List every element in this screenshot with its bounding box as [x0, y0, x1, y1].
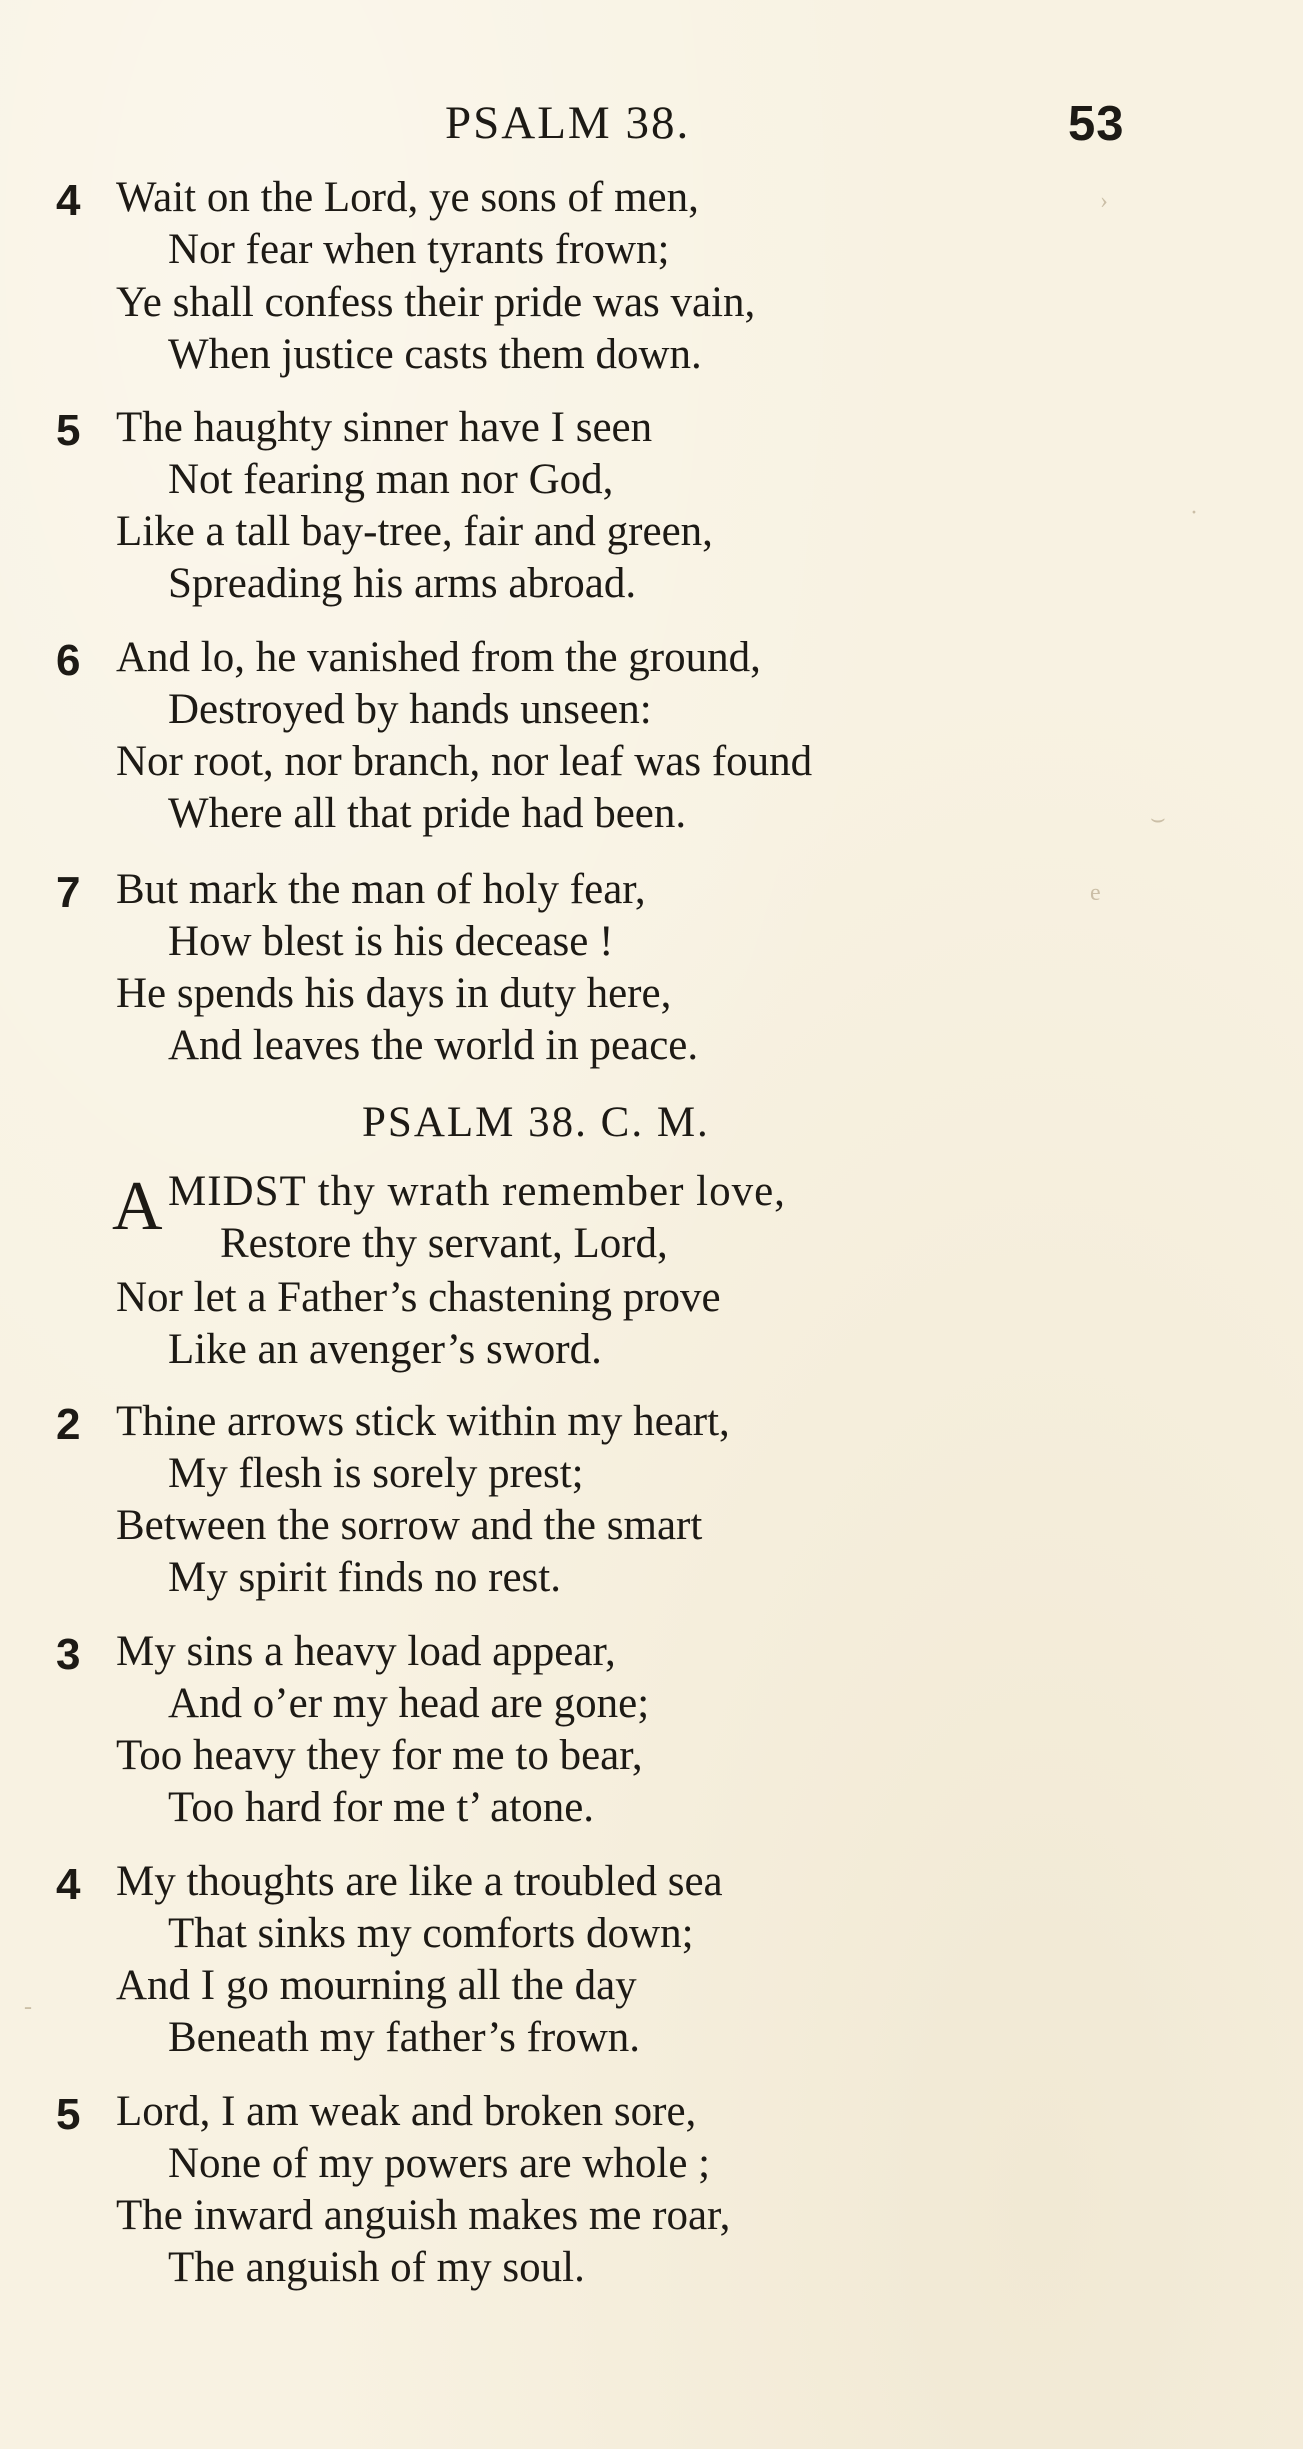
stanza-line: My thoughts are like a troubled sea [116, 1858, 723, 1905]
stanza-line: My sins a heavy load appear, [116, 1628, 616, 1675]
stanza-line: Beneath my father’s frown. [168, 2014, 641, 2061]
drop-cap-letter: A [112, 1168, 163, 1245]
stanza-line: The anguish of my soul. [168, 2244, 585, 2291]
stanza-line: Too heavy they for me to bear, [116, 1732, 643, 1779]
stanza-line: MIDST thy wrath remember love, [168, 1168, 786, 1215]
stanza-line: Destroyed by hands unseen: [168, 686, 652, 733]
stanza-line: Spreading his arms abroad. [168, 560, 637, 607]
stanza-number: 4 [56, 176, 81, 225]
print-speck: e [1090, 880, 1101, 906]
stanza-line: And leaves the world in peace. [168, 1022, 699, 1069]
print-speck: ⌣ [1150, 806, 1166, 832]
stanza-line: That sinks my comforts down; [168, 1910, 694, 1957]
print-speck: · [1190, 500, 1198, 526]
stanza-line: Wait on the Lord, ye sons of men, [116, 174, 699, 221]
stanza-line: Between the sorrow and the smart [116, 1502, 703, 1549]
stanza-line: None of my powers are whole ; [168, 2140, 711, 2187]
page-number: 53 [1068, 97, 1125, 151]
print-speck: - [24, 1994, 32, 2020]
stanza-line: And o’er my head are gone; [168, 1680, 650, 1727]
stanza-line: And I go mourning all the day [116, 1962, 637, 2009]
stanza-line: Restore thy servant, Lord, [220, 1220, 668, 1267]
stanza-number: 4 [56, 1860, 81, 1909]
stanza-number: 6 [56, 636, 81, 685]
stanza-line: My flesh is sorely prest; [168, 1450, 584, 1497]
stanza-number: 3 [56, 1630, 81, 1679]
stanza-line: And lo, he vanished from the ground, [116, 634, 761, 681]
stanza-line: The haughty sinner have I seen [116, 404, 653, 451]
stanza-line: Thine arrows stick within my heart, [116, 1398, 730, 1445]
stanza-line: My spirit finds no rest. [168, 1554, 561, 1601]
stanza-line: Nor fear when tyrants frown; [168, 226, 670, 273]
print-speck: › [1100, 188, 1108, 214]
stanza-number: 7 [56, 868, 81, 917]
psalm-heading: PSALM 38. C. M. [362, 1099, 710, 1146]
stanza-line: When justice casts them down. [168, 331, 702, 378]
stanza-line: Not fearing man nor God, [168, 456, 614, 503]
stanza-line: Too hard for me t’ atone. [168, 1784, 595, 1831]
stanza-number: 5 [56, 2090, 81, 2139]
stanza-line: But mark the man of holy fear, [116, 866, 646, 913]
stanza-number: 5 [56, 406, 81, 455]
stanza-line: Nor root, nor branch, nor leaf was found [116, 738, 813, 785]
stanza-line: He spends his days in duty here, [116, 970, 672, 1017]
page-header-title: PSALM 38. [445, 97, 691, 149]
stanza-line: Lord, I am weak and broken sore, [116, 2088, 697, 2135]
stanza-line: How blest is his decease ! [168, 918, 614, 965]
stanza-line: Nor let a Father’s chastening prove [116, 1274, 721, 1321]
stanza-line: Like a tall bay-tree, fair and green, [116, 508, 713, 555]
stanza-number: 2 [56, 1400, 81, 1449]
stanza-line: Like an avenger’s sword. [168, 1326, 602, 1373]
stanza-line: Where all that pride had been. [168, 790, 687, 837]
stanza-line: The inward anguish makes me roar, [116, 2192, 731, 2239]
stanza-line: Ye shall confess their pride was vain, [116, 279, 756, 326]
